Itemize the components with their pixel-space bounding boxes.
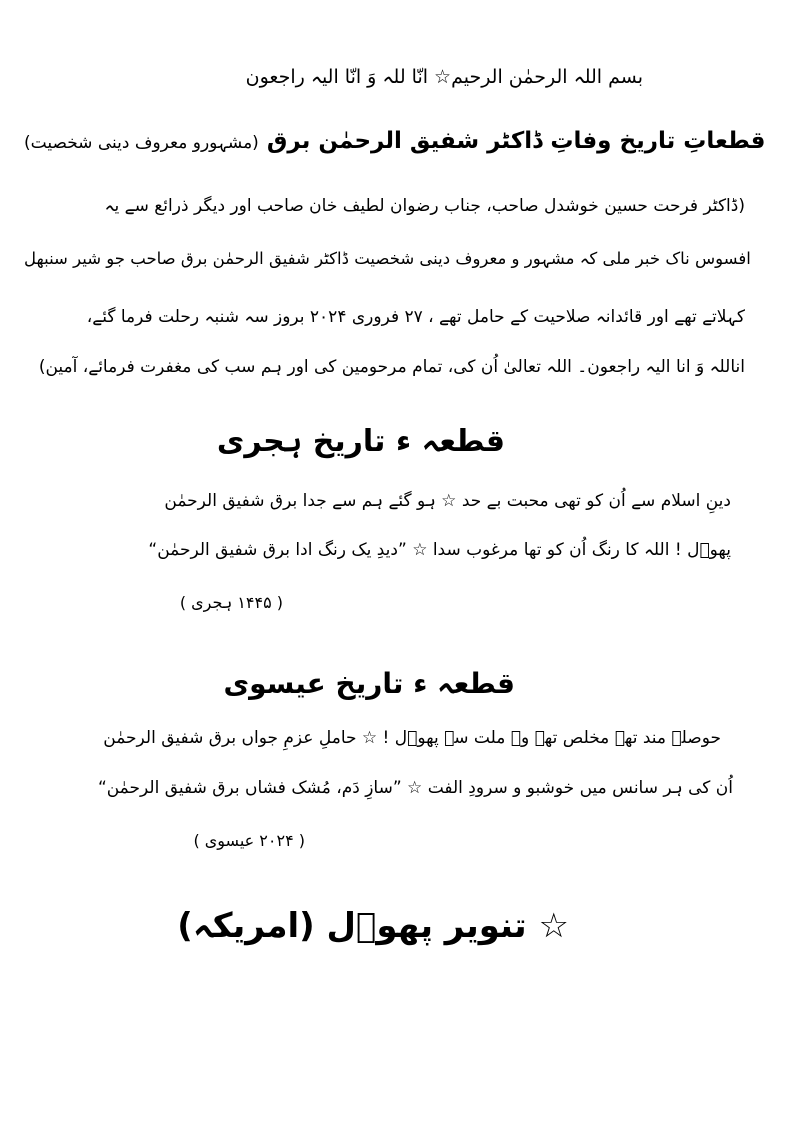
author-signature: ☆ تنویر پھوؔل (امریکہ) — [177, 906, 569, 946]
intro-line-4: اناللہ وَ انا الیہ راجعون۔ اللہ تعالیٰ اُن کی، تمام مرحومین کی اور ہم سب کی مغفرت فرمائے، آمین) — [38, 357, 745, 377]
intro-line-2: افسوس ناک خبر ملی کہ مشہور و معروف دینی شخصیت ڈاکٹر شفیق الرحمٰن برق صاحب جو شیر سنبھل — [24, 249, 751, 268]
page-title — [24, 128, 765, 156]
bismillah-line: بسم اللہ الرحمٰن الرحیم☆ انّا للہ وَ انّا الیہ راجعون — [245, 66, 643, 88]
hijri-verse-1: دینِ اسلام سے اُن کو تھی محبت بے حد ☆ ہو گئے ہم سے جدا برق شفیق الرحمٰن — [164, 491, 731, 511]
isvi-year: ( ۲۰۲۴ عیسوی ) — [193, 831, 305, 850]
hijri-year: ( ۱۴۴۵ ہجری ) — [179, 593, 283, 612]
isvi-heading: قطعہ ء تاریخ عیسوی — [223, 667, 515, 700]
intro-line-1: (ڈاکٹر فرحت حسین خوشدل صاحب، جناب رضوان لطیف خان صاحب اور دیگر ذرائع سے یہ — [104, 196, 745, 216]
isvi-verse-2: اُن کی ہر سانس میں خوشبو و سرودِ الفت ☆ ”سازِ دَم، مُشک فشاں برق شفیق الرحمٰن“ — [97, 778, 733, 798]
hijri-verse-2: پھوؔل ! اللہ کا رنگ اُن کو تھا مرغوب سدا ☆ ”دیدِ یک رنگ ادا برق شفیق الرحمٰن“ — [148, 540, 731, 560]
intro-line-3: کہلاتے تھے اور قائدانہ صلاحیت کے حامل تھے ، ۲۷ فروری ۲۰۲۴ بروز سہ شنبہ رحلت فرما گئے، — [86, 307, 745, 327]
hijri-heading: قطعہ ء تاریخ ہجری — [216, 424, 505, 459]
title-subtitle: (مشہورو معروف دینی شخصیت) — [24, 133, 259, 153]
isvi-verse-1: حوصلہ مند تھے مخلص تھے وہ ملت سے پھوؔل ! ☆ حاملِ عزمِ جواں برق شفیق الرحمٰن — [103, 728, 721, 748]
title-main: قطعاتِ تاریخ وفاتِ ڈاکٹر شفیق الرحمٰن برق — [266, 128, 766, 154]
